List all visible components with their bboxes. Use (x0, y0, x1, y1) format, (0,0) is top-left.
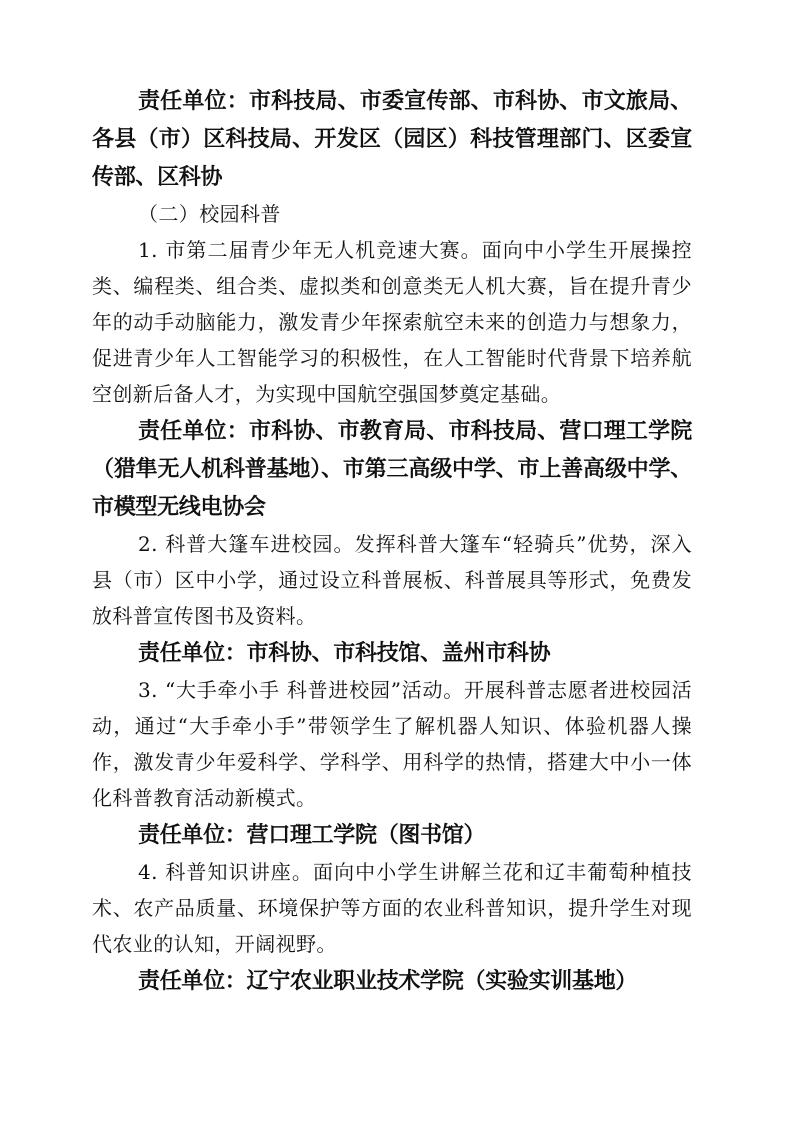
paragraph-item-1: 1. 市第二届青少年无人机竞速大赛。面向中小学生开展操控类、编程类、组合类、虚拟类和创意类无人机大赛，旨在提升青少年的动手动脑能力，激发青少年探索航空未来的创造力与想象力，促进青少年人工智能学习的积极性，在人工智能时代背景下培养航空创新后备人才，为实现中国航空强国梦奠定基础。 (92, 238, 692, 406)
responsibility-units: 责任单位：市科协、市教育局、市科技局、营口理工学院（猎隼无人机科普基地）、市第三高级中学、市上善高级中学、市模型无线电协会 (92, 418, 692, 519)
paragraph-item-4: 4. 科普知识讲座。面向中小学生讲解兰花和辽丰葡萄种植技术、农产品质量、环境保护等方面的农业科普知识，提升学生对现代农业的认知，开阔视野。 (92, 860, 692, 956)
section-heading: （二）校园科普 (138, 202, 281, 226)
responsibility-units: 责任单位：辽宁农业职业技术学院（实验实训基地） (138, 968, 638, 993)
responsibility-units: 责任单位：市科技局、市委宣传部、市科协、市文旅局、各县（市）区科技局、开发区（园区）科技管理部门、区委宣传部、区科协 (92, 88, 692, 189)
document-page (92, 82, 692, 1000)
responsibility-units: 责任单位：市科协、市科技馆、盖州市科协 (138, 640, 551, 665)
paragraph-item-3: 3. “大手牵小手 科普进校园”活动。开展科普志愿者进校园活动，通过“大手牵小手”带领学生了解机器人知识、体验机器人操作，激发青少年爱科学、学科学、用科学的热情，搭建大中小一体化科普教育活动新模式。 (92, 678, 692, 810)
responsibility-units: 责任单位：营口理工学院（图书馆） (138, 822, 486, 847)
paragraph-item-2: 2. 科普大篷车进校园。发挥科普大篷车“轻骑兵”优势，深入县（市）区中小学，通过设立科普展板、科普展具等形式，免费发放科普宣传图书及资料。 (92, 532, 692, 628)
